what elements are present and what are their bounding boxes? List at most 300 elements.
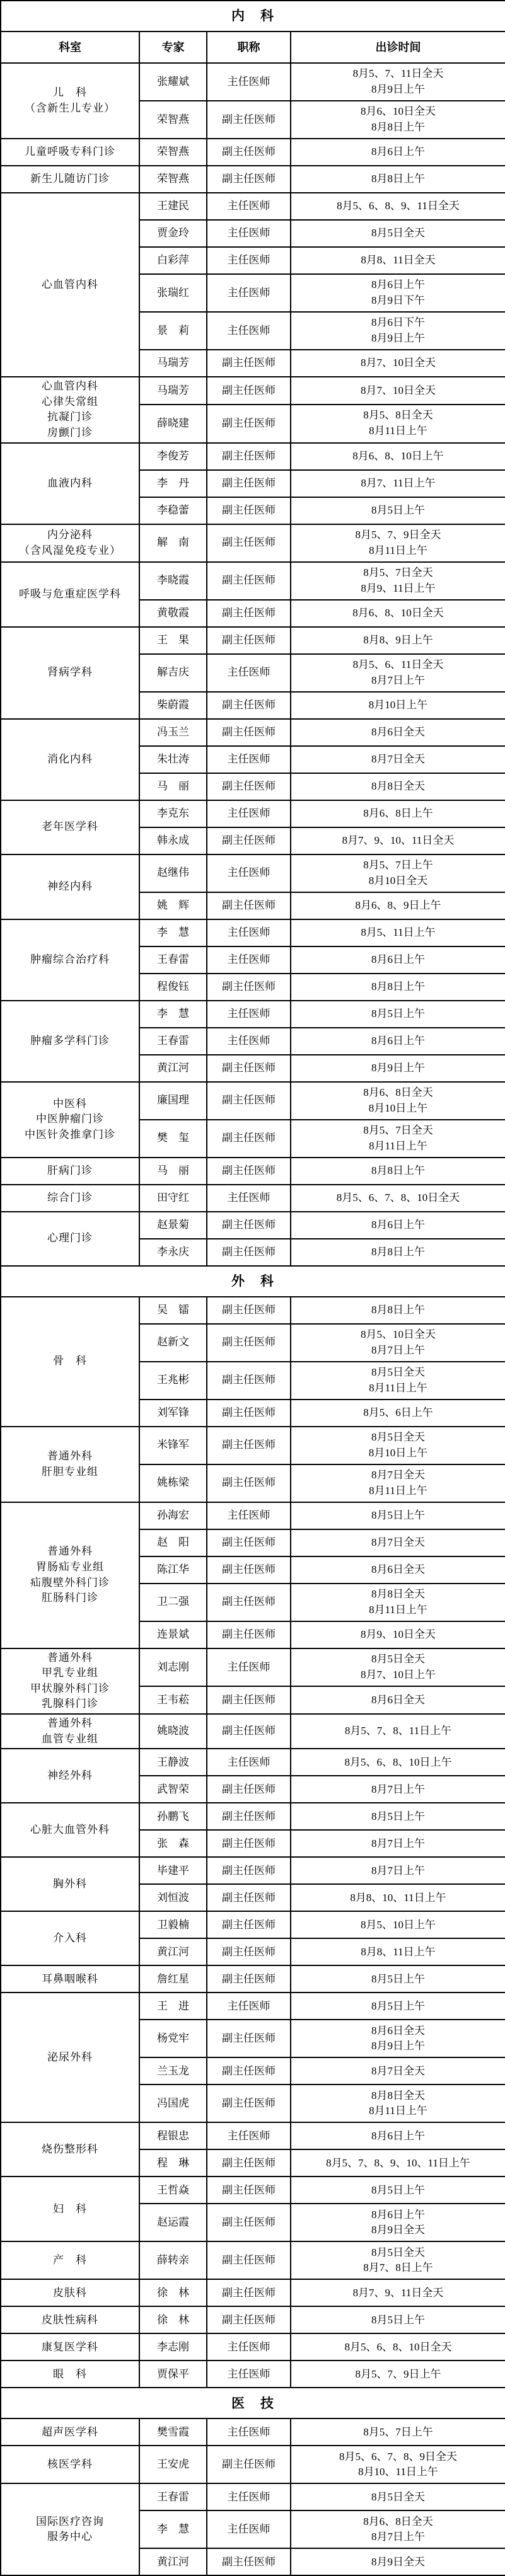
- expert-name-cell: 黄江河: [139, 1938, 207, 1965]
- expert-row: [1, 854, 505, 892]
- expert-name-cell: 刘军锋: [139, 1400, 207, 1427]
- expert-title-cell: 主任医师: [207, 746, 291, 773]
- expert-row: [1, 627, 505, 654]
- department-cell: 普通外科 胃肠疝专业组 疝腹壁外科门诊 肛肠科门诊: [1, 1502, 139, 1648]
- department-cell: 泌尿外科: [1, 1992, 139, 2122]
- schedule-cell: 8月5、6、8、9、11日全天: [291, 193, 505, 220]
- expert-row: [1, 139, 505, 166]
- expert-name-cell: 王春雷: [139, 1028, 207, 1055]
- expert-row: [1, 1297, 505, 1324]
- department-cell: 烧伤整形科: [1, 2122, 139, 2176]
- expert-row: [1, 63, 505, 101]
- expert-row: [1, 1803, 505, 1830]
- schedule-cell: 8月8日全天 8月11日上午: [291, 1584, 505, 1621]
- schedule-cell: 8月6日上午: [291, 1212, 505, 1239]
- expert-name-cell: 解 南: [139, 524, 207, 562]
- department-cell: 骨 科: [1, 1297, 139, 1427]
- expert-title-cell: 主任医师: [207, 1749, 291, 1776]
- department-cell: 呼吸与危重症医学科: [1, 562, 139, 627]
- schedule-cell: 8月7、9、10、11日全天: [291, 827, 505, 854]
- schedule-cell: 8月5日上午: [291, 1992, 505, 2020]
- expert-title-cell: 副主任医师: [207, 2279, 291, 2306]
- expert-name-cell: 毕建平: [139, 1857, 207, 1884]
- expert-row: [1, 2333, 505, 2360]
- expert-name-cell: 李 慧: [139, 919, 207, 946]
- expert-title-cell: 主任医师: [207, 2483, 291, 2510]
- schedule-cell: 8月7日上午: [291, 1857, 505, 1884]
- expert-title-cell: 主任医师: [207, 2333, 291, 2360]
- section-header-row: [1, 2388, 505, 2418]
- schedule-cell: 8月5、10日全天 8月7日上午: [291, 1324, 505, 1362]
- schedule-cell: 8月8日上午: [291, 1297, 505, 1324]
- expert-name-cell: 樊雪霞: [139, 2418, 207, 2446]
- expert-name-cell: 詹红星: [139, 1965, 207, 1992]
- department-cell: 血液内科: [1, 443, 139, 524]
- schedule-cell: 8月5、6日上午: [291, 1400, 505, 1427]
- schedule-cell: 8月5、7日全天 8月11日上午: [291, 1120, 505, 1158]
- schedule-cell: 8月8日全天 8月11日上午: [291, 2084, 505, 2122]
- department-cell: 老年医学科: [1, 800, 139, 854]
- expert-title-cell: 副主任医师: [207, 524, 291, 562]
- department-cell: 心理门诊: [1, 1212, 139, 1266]
- expert-name-cell: 白彩萍: [139, 247, 207, 274]
- expert-name-cell: 武智荣: [139, 1776, 207, 1803]
- schedule-cell: 8月7日上午: [291, 1776, 505, 1803]
- expert-row: [1, 1992, 505, 2020]
- expert-title-cell: 副主任医师: [207, 2149, 291, 2176]
- expert-name-cell: 孙海宏: [139, 1502, 207, 1529]
- schedule-cell: 8月8、10、11日上午: [291, 1884, 505, 1911]
- expert-title-cell: 副主任医师: [207, 405, 291, 443]
- department-cell: 神经外科: [1, 1749, 139, 1803]
- expert-name-cell: 冯国虎: [139, 2084, 207, 2122]
- expert-title-cell: 主任医师: [207, 800, 291, 827]
- expert-name-cell: 解吉庆: [139, 654, 207, 692]
- expert-name-cell: 姚晓波: [139, 1714, 207, 1749]
- department-cell: 神经内科: [1, 854, 139, 919]
- schedule-cell: 8月5、6、7、8、9日全天 8月10、11日上午: [291, 2446, 505, 2483]
- expert-row: [1, 1082, 505, 1120]
- schedule-cell: 8月7、10日全天: [291, 377, 505, 405]
- schedule-cell: 8月6日全天: [291, 1556, 505, 1584]
- expert-title-cell: 主任医师: [207, 312, 291, 350]
- schedule-cell: 8月8日全天: [291, 773, 505, 800]
- expert-name-cell: 王哲焱: [139, 2176, 207, 2204]
- expert-name-cell: 王 进: [139, 1992, 207, 2020]
- expert-title-cell: 副主任医师: [207, 1911, 291, 1938]
- schedule-cell: 8月6、8、10日全天: [291, 600, 505, 627]
- expert-name-cell: 徐 林: [139, 2306, 207, 2333]
- expert-title-cell: 主任医师: [207, 2418, 291, 2446]
- schedule-cell: 8月5日上午: [291, 1965, 505, 1992]
- expert-row: [1, 719, 505, 746]
- department-cell: 皮肤性病科: [1, 2306, 139, 2333]
- expert-row: [1, 1749, 505, 1776]
- expert-title-cell: 主任医师: [207, 63, 291, 101]
- schedule-cell: 8月6日上午 8月9日全天: [291, 2204, 505, 2241]
- expert-row: [1, 2306, 505, 2333]
- expert-name-cell: 黄江河: [139, 2548, 207, 2575]
- expert-title-cell: 副主任医师: [207, 1400, 291, 1427]
- section-header-row: [1, 1266, 505, 1297]
- expert-name-cell: 卫二强: [139, 1584, 207, 1621]
- schedule-table-body: [1, 1, 505, 2575]
- department-cell: 普通外科 肝胆专业组: [1, 1427, 139, 1502]
- expert-title-cell: 副主任医师: [207, 350, 291, 377]
- department-cell: 综合门诊: [1, 1185, 139, 1212]
- expert-name-cell: 黄敬霞: [139, 600, 207, 627]
- expert-name-cell: 徐 林: [139, 2279, 207, 2306]
- expert-name-cell: 樊 玺: [139, 1120, 207, 1158]
- expert-name-cell: 李 慧: [139, 2510, 207, 2548]
- expert-row: [1, 2241, 505, 2279]
- expert-row: [1, 1965, 505, 1992]
- expert-title-cell: 副主任医师: [207, 1803, 291, 1830]
- expert-name-cell: 姚栋梁: [139, 1464, 207, 1502]
- expert-name-cell: 柴蔚霞: [139, 692, 207, 719]
- expert-name-cell: 马瑞芳: [139, 377, 207, 405]
- expert-row: [1, 2122, 505, 2149]
- expert-title-cell: 副主任医师: [207, 1082, 291, 1120]
- department-cell: 产 科: [1, 2241, 139, 2279]
- schedule-cell: 8月6日全天: [291, 719, 505, 746]
- expert-title-cell: 主任医师: [207, 1992, 291, 2020]
- expert-title-cell: 副主任医师: [207, 1714, 291, 1749]
- schedule-cell: 8月7日全天: [291, 1529, 505, 1556]
- schedule-cell: 8月5、7、8、11日上午: [291, 1714, 505, 1749]
- department-cell: 妇 科: [1, 2176, 139, 2241]
- expert-name-cell: 王 果: [139, 627, 207, 654]
- schedule-cell: 8月8日上午: [291, 166, 505, 193]
- expert-row: [1, 1502, 505, 1529]
- schedule-cell: 8月5日上午: [291, 1502, 505, 1529]
- expert-row: [1, 166, 505, 193]
- expert-name-cell: 廉国理: [139, 1082, 207, 1120]
- expert-row: [1, 1857, 505, 1884]
- expert-row: [1, 1648, 505, 1687]
- expert-title-cell: 副主任医师: [207, 1362, 291, 1400]
- expert-name-cell: 韩永成: [139, 827, 207, 854]
- expert-title-cell: 副主任医师: [207, 2020, 291, 2057]
- department-cell: 耳鼻咽喉科: [1, 1965, 139, 1992]
- expert-name-cell: 田守红: [139, 1185, 207, 1212]
- expert-name-cell: 马瑞芳: [139, 350, 207, 377]
- expert-title-cell: 副主任医师: [207, 627, 291, 654]
- expert-name-cell: 冯玉兰: [139, 719, 207, 746]
- schedule-cell: 8月10日上午: [291, 692, 505, 719]
- expert-row: [1, 800, 505, 827]
- expert-title-cell: 主任医师: [207, 274, 291, 312]
- schedule-cell: 8月8日上午: [291, 974, 505, 1001]
- expert-row: [1, 1212, 505, 1239]
- expert-row: [1, 443, 505, 470]
- expert-title-cell: 副主任医师: [207, 892, 291, 919]
- expert-title-cell: 副主任医师: [207, 2057, 291, 2084]
- expert-name-cell: 李志刚: [139, 2333, 207, 2360]
- department-cell: 普通外科 甲乳专业组 甲状腺外科门诊 乳腺科门诊: [1, 1648, 139, 1715]
- expert-title-cell: 副主任医师: [207, 1239, 291, 1266]
- expert-title-cell: 副主任医师: [207, 1158, 291, 1185]
- expert-title-cell: 副主任医师: [207, 1686, 291, 1714]
- expert-title-cell: 副主任医师: [207, 1324, 291, 1362]
- expert-title-cell: 副主任医师: [207, 1965, 291, 1992]
- expert-name-cell: 荣智燕: [139, 101, 207, 139]
- expert-name-cell: 荣智燕: [139, 166, 207, 193]
- expert-title-cell: 副主任医师: [207, 139, 291, 166]
- expert-title-cell: 主任医师: [207, 1502, 291, 1529]
- department-cell: 国际医疗咨询 服务中心: [1, 2483, 139, 2575]
- schedule-cell: 8月9、10日全天: [291, 1621, 505, 1648]
- expert-title-cell: 主任医师: [207, 2122, 291, 2149]
- department-cell: 肾病学科: [1, 627, 139, 719]
- expert-name-cell: 王春雷: [139, 946, 207, 974]
- schedule-cell: 8月5、7、8、9、10、11日上午: [291, 2149, 505, 2176]
- expert-title-cell: 副主任医师: [207, 1529, 291, 1556]
- expert-title-cell: 副主任医师: [207, 2204, 291, 2241]
- expert-title-cell: 副主任医师: [207, 719, 291, 746]
- department-cell: 超声医学科: [1, 2418, 139, 2446]
- expert-row: [1, 1185, 505, 1212]
- department-cell: 核医学科: [1, 2446, 139, 2483]
- expert-title-cell: 主任医师: [207, 193, 291, 220]
- section-title: 医 技: [1, 2388, 505, 2418]
- department-cell: 心血管内科 心律失常组 抗凝门诊 房颤门诊: [1, 377, 139, 443]
- schedule-cell: 8月9日上午: [291, 1055, 505, 1082]
- schedule-cell: 8月5日全天 8月10日上午: [291, 1427, 505, 1464]
- expert-title-cell: 副主任医师: [207, 1212, 291, 1239]
- expert-title-cell: 副主任医师: [207, 2446, 291, 2483]
- column-header: 科室: [1, 32, 139, 63]
- expert-title-cell: 副主任医师: [207, 827, 291, 854]
- expert-title-cell: 副主任医师: [207, 1120, 291, 1158]
- schedule-cell: 8月9日全天: [291, 2548, 505, 2575]
- expert-title-cell: 副主任医师: [207, 974, 291, 1001]
- expert-title-cell: 主任医师: [207, 1648, 291, 1687]
- expert-name-cell: 程俊钰: [139, 974, 207, 1001]
- expert-name-cell: 朱壮涛: [139, 746, 207, 773]
- expert-row: [1, 1427, 505, 1464]
- expert-name-cell: 王春雷: [139, 2483, 207, 2510]
- expert-name-cell: 刘志刚: [139, 1648, 207, 1687]
- schedule-cell: 8月5、7日全天 8月9、11日上午: [291, 562, 505, 600]
- expert-row: [1, 2446, 505, 2483]
- expert-title-cell: 副主任医师: [207, 1556, 291, 1584]
- expert-title-cell: 副主任医师: [207, 1584, 291, 1621]
- expert-title-cell: 主任医师: [207, 1001, 291, 1028]
- expert-row: [1, 2418, 505, 2446]
- expert-title-cell: 副主任医师: [207, 1830, 291, 1857]
- expert-row: [1, 1714, 505, 1749]
- expert-name-cell: 杨党牢: [139, 2020, 207, 2057]
- department-cell: 眼 科: [1, 2360, 139, 2388]
- schedule-cell: 8月5、11日上午: [291, 919, 505, 946]
- expert-name-cell: 马 丽: [139, 773, 207, 800]
- schedule-cell: 8月7日全天: [291, 2057, 505, 2084]
- schedule-cell: 8月7日上午: [291, 1830, 505, 1857]
- expert-name-cell: 连景斌: [139, 1621, 207, 1648]
- department-cell: 心脏大血管外科: [1, 1803, 139, 1857]
- department-cell: 内分泌科 （含风湿免疫专业）: [1, 524, 139, 562]
- schedule-cell: 8月7、9、11日全天: [291, 2279, 505, 2306]
- expert-row: [1, 919, 505, 946]
- expert-title-cell: 主任医师: [207, 247, 291, 274]
- department-cell: 消化内科: [1, 719, 139, 800]
- expert-name-cell: 李晓霞: [139, 562, 207, 600]
- expert-title-cell: 主任医师: [207, 946, 291, 974]
- expert-title-cell: 副主任医师: [207, 1938, 291, 1965]
- schedule-cell: 8月5日全天: [291, 2483, 505, 2510]
- expert-title-cell: 主任医师: [207, 1028, 291, 1055]
- expert-name-cell: 赵继伟: [139, 854, 207, 892]
- schedule-cell: 8月5、6、7、8、10日全天: [291, 1185, 505, 1212]
- expert-title-cell: 副主任医师: [207, 2084, 291, 2122]
- expert-title-cell: 主任医师: [207, 220, 291, 247]
- schedule-cell: 8月6日上午: [291, 139, 505, 166]
- expert-title-cell: 副主任医师: [207, 1857, 291, 1884]
- schedule-cell: 8月5、7日上午 8月10日全天: [291, 854, 505, 892]
- column-header-row: [1, 32, 505, 63]
- expert-name-cell: 赵运霞: [139, 2204, 207, 2241]
- expert-title-cell: 副主任医师: [207, 377, 291, 405]
- expert-row: [1, 524, 505, 562]
- expert-title-cell: 主任医师: [207, 2360, 291, 2388]
- expert-title-cell: 副主任医师: [207, 470, 291, 497]
- expert-name-cell: 李 丹: [139, 470, 207, 497]
- schedule-cell: 8月5日全天 8月7、8日上午: [291, 2241, 505, 2279]
- schedule-cell: 8月5日上午: [291, 1001, 505, 1028]
- expert-name-cell: 荣智燕: [139, 139, 207, 166]
- expert-title-cell: 主任医师: [207, 2510, 291, 2548]
- schedule-cell: 8月6日上午: [291, 946, 505, 974]
- schedule-cell: 8月5日上午: [291, 2176, 505, 2204]
- expert-name-cell: 王韦菘: [139, 1686, 207, 1714]
- expert-row: [1, 193, 505, 220]
- expert-title-cell: 副主任医师: [207, 101, 291, 139]
- department-cell: 新生儿随访门诊: [1, 166, 139, 193]
- expert-title-cell: 副主任医师: [207, 1464, 291, 1502]
- department-cell: 肿瘤综合治疗科: [1, 919, 139, 1001]
- expert-name-cell: 刘恒波: [139, 1884, 207, 1911]
- expert-name-cell: 姚 辉: [139, 892, 207, 919]
- expert-title-cell: 副主任医师: [207, 1621, 291, 1648]
- schedule-cell: 8月6日上午: [291, 1028, 505, 1055]
- expert-row: [1, 2279, 505, 2306]
- expert-name-cell: 李稳蕾: [139, 497, 207, 524]
- department-cell: 心血管内科: [1, 193, 139, 377]
- expert-title-cell: 副主任医师: [207, 2306, 291, 2333]
- expert-title-cell: 副主任医师: [207, 1297, 291, 1324]
- department-cell: 皮肤科: [1, 2279, 139, 2306]
- expert-title-cell: 主任医师: [207, 854, 291, 892]
- expert-title-cell: 副主任医师: [207, 562, 291, 600]
- schedule-cell: 8月6日下午 8月9日上午: [291, 312, 505, 350]
- expert-name-cell: 王安虎: [139, 2446, 207, 2483]
- section-header-row: [1, 1, 505, 32]
- department-cell: 肝病门诊: [1, 1158, 139, 1185]
- schedule-cell: 8月5、7日上午: [291, 2418, 505, 2446]
- department-cell: 肿瘤多学科门诊: [1, 1001, 139, 1082]
- expert-title-cell: 副主任医师: [207, 1776, 291, 1803]
- schedule-cell: 8月6、8、10日上午: [291, 443, 505, 470]
- expert-name-cell: 王静波: [139, 1749, 207, 1776]
- expert-row: [1, 1001, 505, 1028]
- expert-name-cell: 张瑞红: [139, 274, 207, 312]
- department-cell: 康复医学科: [1, 2333, 139, 2360]
- expert-name-cell: 卫毅楠: [139, 1911, 207, 1938]
- schedule-cell: 8月6、8、9日上午: [291, 892, 505, 919]
- schedule-cell: 8月5、7、9日上午: [291, 2360, 505, 2388]
- schedule-cell: 8月5、6、8、10日全天: [291, 2333, 505, 2360]
- department-cell: 儿童呼吸专科门诊: [1, 139, 139, 166]
- expert-name-cell: 张 森: [139, 1830, 207, 1857]
- schedule-cell: 8月5日上午: [291, 1803, 505, 1830]
- department-cell: 儿 科 （含新生儿专业）: [1, 63, 139, 139]
- schedule-cell: 8月5、7、11日全天 8月9日上午: [291, 63, 505, 101]
- expert-name-cell: 李 慧: [139, 1001, 207, 1028]
- expert-title-cell: 副主任医师: [207, 1427, 291, 1464]
- schedule-cell: 8月6、8日全天 8月10日上午: [291, 1082, 505, 1120]
- expert-row: [1, 377, 505, 405]
- schedule-cell: 8月5、6、11日全天 8月7日上午: [291, 654, 505, 692]
- expert-name-cell: 张耀斌: [139, 63, 207, 101]
- schedule-cell: 8月8日上午: [291, 1239, 505, 1266]
- schedule-cell: 8月7、11日上午: [291, 470, 505, 497]
- expert-row: [1, 562, 505, 600]
- expert-row: [1, 2176, 505, 2204]
- expert-title-cell: 副主任医师: [207, 166, 291, 193]
- expert-title-cell: 主任医师: [207, 1185, 291, 1212]
- expert-row: [1, 2360, 505, 2388]
- expert-title-cell: 副主任医师: [207, 2176, 291, 2204]
- expert-row: [1, 1158, 505, 1185]
- expert-name-cell: 兰玉龙: [139, 2057, 207, 2084]
- expert-name-cell: 李克东: [139, 800, 207, 827]
- expert-title-cell: 副主任医师: [207, 497, 291, 524]
- department-cell: 中医科 中医肿瘤门诊 中医针灸推拿门诊: [1, 1082, 139, 1158]
- expert-name-cell: 薛晓建: [139, 405, 207, 443]
- column-header: 专家: [139, 32, 207, 63]
- expert-name-cell: 薛转亲: [139, 2241, 207, 2279]
- expert-name-cell: 李永庆: [139, 1239, 207, 1266]
- expert-title-cell: 副主任医师: [207, 2241, 291, 2279]
- schedule-cell: 8月8、11日上午: [291, 1938, 505, 1965]
- expert-name-cell: 吴 镭: [139, 1297, 207, 1324]
- expert-name-cell: 王建民: [139, 193, 207, 220]
- department-cell: 胸外科: [1, 1857, 139, 1911]
- expert-name-cell: 贾金玲: [139, 220, 207, 247]
- expert-name-cell: 王兆彬: [139, 1362, 207, 1400]
- expert-row: [1, 2483, 505, 2510]
- expert-title-cell: 副主任医师: [207, 692, 291, 719]
- schedule-cell: 8月5日全天 8月7、10日上午: [291, 1648, 505, 1687]
- department-cell: 普通外科 血管专业组: [1, 1714, 139, 1749]
- schedule-cell: 8月5日上午: [291, 497, 505, 524]
- schedule-cell: 8月6、8日上午: [291, 800, 505, 827]
- department-cell: 介入科: [1, 1911, 139, 1965]
- schedule-cell: 8月6、10日全天 8月8日上午: [291, 101, 505, 139]
- expert-title-cell: 副主任医师: [207, 1884, 291, 1911]
- expert-name-cell: 赵新文: [139, 1324, 207, 1362]
- schedule-cell: 8月6、8日全天 8月7日上午: [291, 2510, 505, 2548]
- expert-name-cell: 孙鹏飞: [139, 1803, 207, 1830]
- expert-name-cell: 李俊芳: [139, 443, 207, 470]
- schedule-cell: 8月8日上午: [291, 1158, 505, 1185]
- expert-name-cell: 米锋军: [139, 1427, 207, 1464]
- schedule-cell: 8月7日全天 8月11日上午: [291, 1464, 505, 1502]
- expert-title-cell: 主任医师: [207, 654, 291, 692]
- schedule-cell: 8月7日全天: [291, 746, 505, 773]
- expert-name-cell: 陈江华: [139, 1556, 207, 1584]
